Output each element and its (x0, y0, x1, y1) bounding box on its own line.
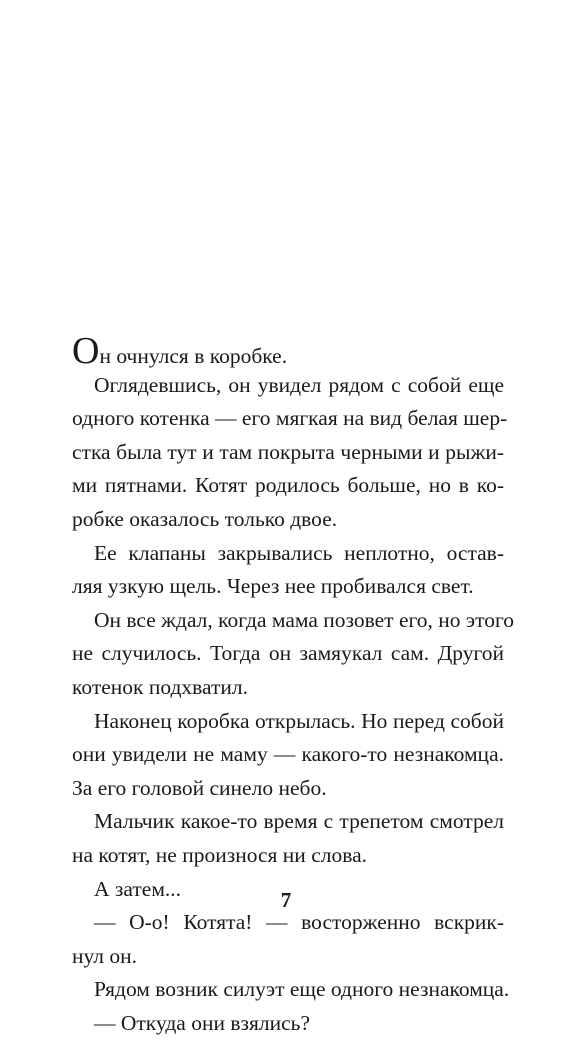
text-line: Ее клапаны закрывались неплотно, остав- (94, 540, 504, 565)
text-lines (72, 369, 515, 1040)
text-line: робке оказалось только двое. (72, 506, 338, 531)
text-line: стка была тут и там покрыта черными и рыжи- (72, 439, 504, 464)
drop-cap: О (72, 330, 100, 372)
body-text (72, 330, 515, 1040)
text-line: Он все ждал, когда мама позовет его, но этого (94, 607, 515, 632)
text-line: За его головой синело небо. (72, 775, 327, 800)
text-line: они увидели не маму — какого-то незнакомца. (72, 742, 504, 767)
text-line: Рядом возник силуэт еще одного незнакомца. (94, 977, 510, 1002)
text-line: Мальчик какое-то время с трепетом смотрел (94, 809, 504, 834)
text-line: А затем... (94, 876, 182, 901)
text-line: ляя узкую щель. Через нее пробивался свет. (72, 574, 474, 599)
text-line: не случилось. Тогда он замяукал сам. Другой (72, 641, 504, 666)
text-line: — Откуда они взялись? (94, 1010, 310, 1035)
text-line: одного котенка — его мягкая на вид белая шер- (72, 406, 508, 431)
text-line: нул он. (72, 943, 138, 968)
text-line: — О-о! Котята! — восторженно вскрик- (94, 910, 504, 935)
text-line: Наконец коробка открылась. Но перед собой (94, 708, 504, 733)
text-line: котенок подхватил. (72, 674, 249, 699)
text-line: ми пятнами. Котят родилось больше, но в ко- (72, 473, 504, 498)
first-line (72, 330, 504, 372)
first-line-text: н очнулся в коробке. (99, 344, 288, 368)
page-number: 7 (280, 888, 292, 912)
text-line: Оглядевшись, он увидел рядом с собой еще (94, 372, 504, 397)
text-line: на котят, не произнося ни слова. (72, 842, 367, 867)
